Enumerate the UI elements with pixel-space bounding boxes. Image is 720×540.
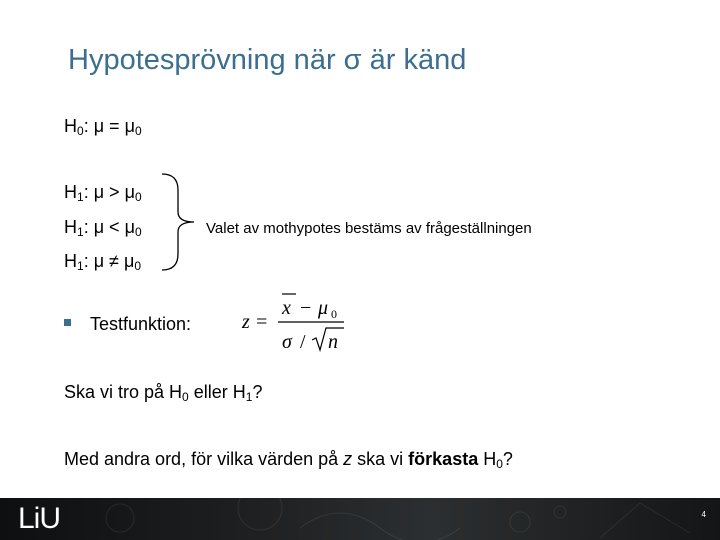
formula-xbar: x [282, 297, 291, 319]
formula-mu: μ [318, 297, 329, 319]
question-h0-or-h1: Ska vi tro på $H_0$ eller $H_1$? [64, 382, 263, 404]
right-brace-icon [160, 172, 200, 272]
formula-mu-sub: 0 [331, 307, 337, 321]
liu-logo: LiU [18, 502, 61, 535]
footer-texture [0, 498, 720, 540]
footer-bar [0, 498, 720, 540]
formula-minus: − [300, 297, 312, 319]
test-statistic-formula [238, 290, 358, 356]
null-hypothesis: $H_0$: $\mu = \mu_0$ [64, 116, 142, 138]
question-reject-region: Med andra ord, för vilka värden på z ska vi förkasta $H_0$? [64, 449, 513, 471]
bullet-square-icon [64, 319, 71, 326]
brace-note: Valet av mothypotes bestäms av frågeställningen [206, 220, 532, 237]
page-number: 4 [701, 510, 706, 519]
alt-hypothesis-less: $H_1$: $\mu < \mu_0$ [64, 217, 142, 239]
alt-hypothesis-greater: $H_1$: $\mu > \mu_0$ [64, 182, 142, 204]
testfunktion-label: Testfunktion: [90, 314, 192, 334]
alt-hypothesis-not-equal: $H_1$: $\mu \ne \mu_0$ [64, 251, 141, 273]
formula-slash: / [300, 331, 306, 353]
formula-sigma: σ [282, 331, 292, 353]
formula-n: n [328, 331, 338, 353]
formula-lhs: z = [242, 311, 269, 333]
slide-title: Hypotesprövning när σ är känd [68, 44, 467, 76]
